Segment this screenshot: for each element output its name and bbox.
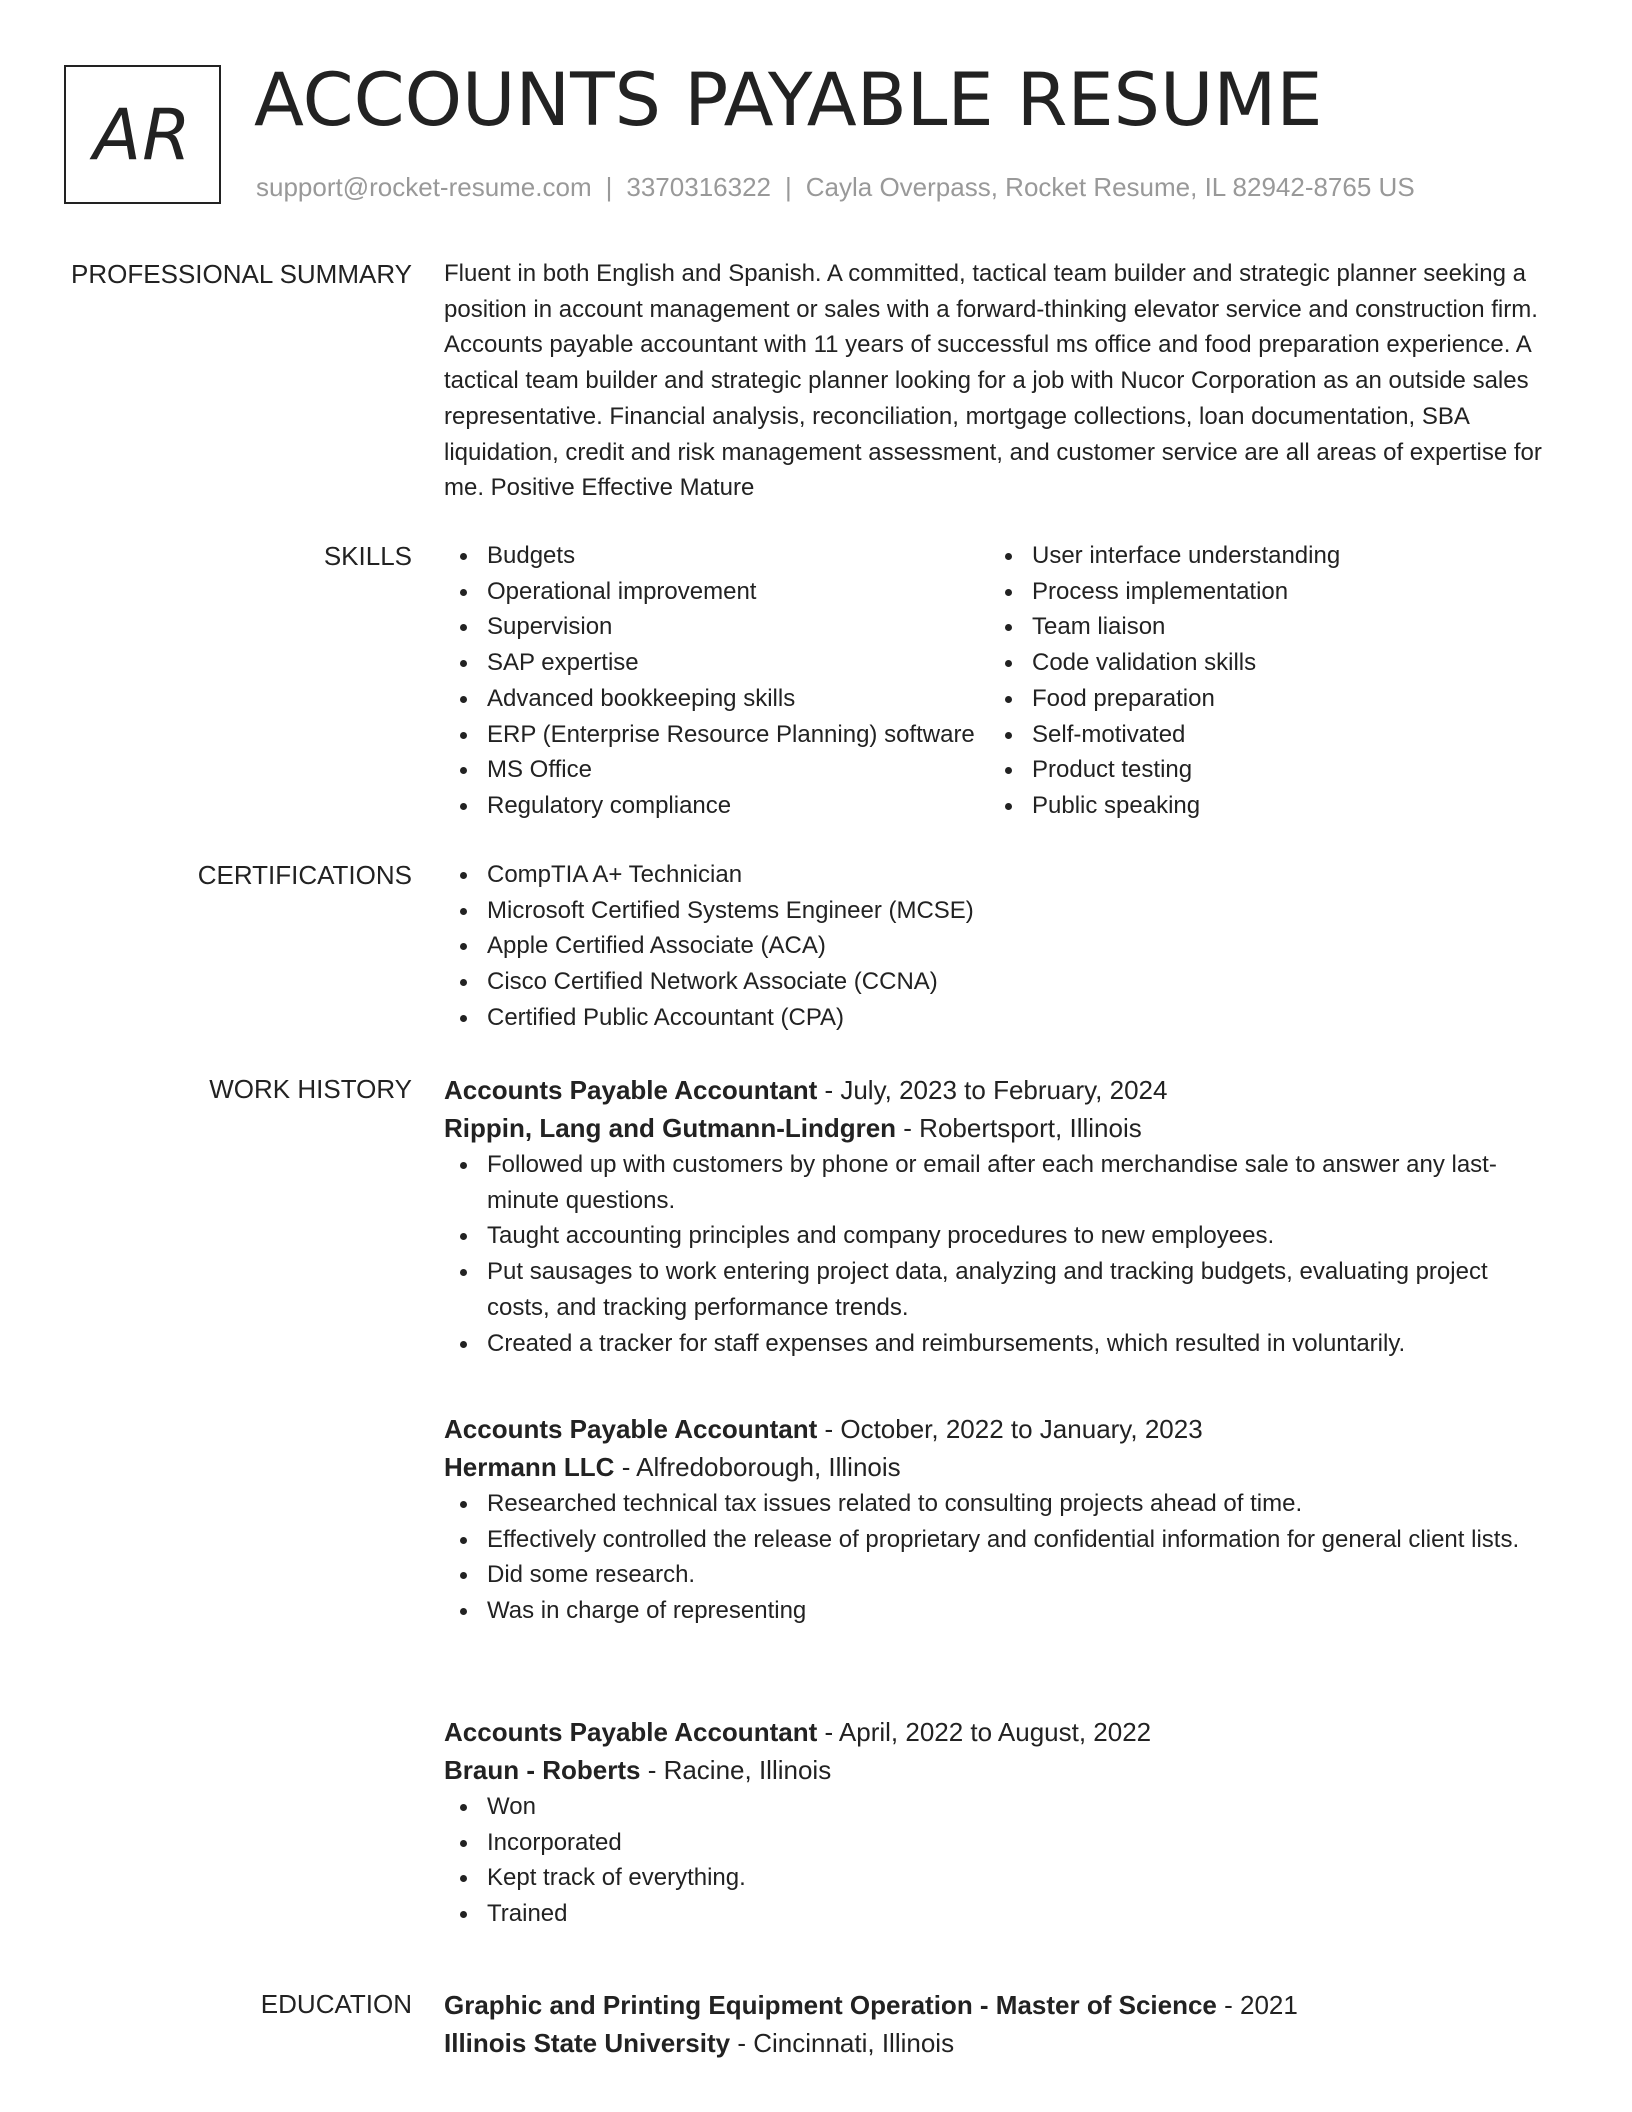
skill-item: SAP expertise [444, 645, 989, 681]
job-entry [444, 1071, 1544, 1361]
job-title-line [444, 1713, 1544, 1751]
work-history-label: WORK HISTORY [209, 1074, 412, 1104]
job-bullet: Effectively controlled the release of proprietary and confidential information for general client lists. [444, 1522, 1544, 1558]
skills-list-left [444, 538, 989, 824]
skills-label: SKILLS [323, 541, 412, 571]
job-entry [444, 1713, 1544, 1932]
job-bullet: Trained [444, 1896, 1544, 1932]
job-title-line [444, 1071, 1544, 1109]
job-bullets [444, 1789, 1544, 1932]
skill-item: Self-motivated [989, 717, 1534, 753]
certification-item: Microsoft Certified Systems Engineer (MCSE) [444, 893, 1544, 929]
job-title: Accounts Payable Accountant [444, 1717, 818, 1747]
skill-item: Operational improvement [444, 574, 989, 610]
skill-item: Budgets [444, 538, 989, 574]
education-school: Illinois State University [444, 2028, 731, 2058]
certification-item: Certified Public Accountant (CPA) [444, 1000, 1544, 1036]
job-company: Braun - Roberts [444, 1755, 641, 1785]
job-bullet: Was in charge of representing [444, 1593, 1544, 1629]
skill-item: Regulatory compliance [444, 788, 989, 824]
monogram-box [64, 65, 221, 204]
education-degree: Graphic and Printing Equipment Operation - Master of Science [444, 1990, 1217, 2020]
job-bullet: Followed up with customers by phone or email after each merchandise sale to answer any last-minute questions. [444, 1147, 1544, 1218]
summary-label: PROFESSIONAL SUMMARY [71, 259, 412, 289]
summary-text: Fluent in both English and Spanish. A committed, tactical team builder and strategic planner seeking a position in account management or sales with a forward-thinking elevator service and construction firm. Accounts payable accountant with 11 years of successful ms office and food preparation experience. A tactical team builder and strategic planner looking for a job with Nucor Corporation as an outside sales representative. Financial analysis, reconciliation, mortgage collections, loan documentation, SBA liquidation, credit and risk management assessment, and customer service are all areas of expertise for me. Positive Effective Mature [444, 260, 1542, 502]
resume-title: ACCOUNTS PAYABLE RESUME [254, 58, 1323, 143]
education-school-line [444, 2024, 1544, 2062]
job-company: Rippin, Lang and Gutmann-Lindgren [444, 1113, 897, 1143]
job-dates: - July, 2023 to February, 2024 [817, 1075, 1168, 1105]
job-dates: - October, 2022 to January, 2023 [817, 1414, 1203, 1444]
skill-item: Advanced bookkeeping skills [444, 681, 989, 717]
job-bullet: Incorporated [444, 1825, 1544, 1861]
skill-item: Product testing [989, 752, 1534, 788]
skill-item: Public speaking [989, 788, 1534, 824]
job-location: - Alfredoborough, Illinois [614, 1452, 901, 1482]
skills-columns [444, 538, 1544, 824]
skill-item: Food preparation [989, 681, 1534, 717]
certification-item: Apple Certified Associate (ACA) [444, 928, 1544, 964]
education-degree-line [444, 1986, 1544, 2024]
job-entry [444, 1410, 1544, 1629]
job-title: Accounts Payable Accountant [444, 1414, 818, 1444]
contact-phone[interactable]: 3370316322 [626, 172, 771, 202]
skill-item: Supervision [444, 609, 989, 645]
contact-line [256, 172, 1415, 203]
skill-item: MS Office [444, 752, 989, 788]
job-bullet: Did some research. [444, 1557, 1544, 1593]
job-company-line [444, 1751, 1544, 1789]
skill-item: User interface understanding [989, 538, 1534, 574]
contact-separator: | [785, 172, 792, 202]
job-bullet: Won [444, 1789, 1544, 1825]
job-bullet: Researched technical tax issues related to consulting projects ahead of time. [444, 1486, 1544, 1522]
skill-item: Team liaison [989, 609, 1534, 645]
job-bullet: Taught accounting principles and company procedures to new employees. [444, 1218, 1544, 1254]
job-bullet: Created a tracker for staff expenses and reimbursements, which resulted in voluntarily. [444, 1326, 1544, 1362]
certifications-list [444, 857, 1544, 1036]
certification-item: Cisco Certified Network Associate (CCNA) [444, 964, 1544, 1000]
contact-address: Cayla Overpass, Rocket Resume, IL 82942-8765 US [805, 172, 1415, 202]
job-location: - Racine, Illinois [640, 1755, 832, 1785]
job-company-line [444, 1109, 1544, 1147]
certifications-label: CERTIFICATIONS [197, 860, 412, 890]
education-location: - Cincinnati, Illinois [730, 2028, 955, 2058]
certifications-body [444, 857, 1544, 1036]
skill-item: Code validation skills [989, 645, 1534, 681]
contact-separator: | [605, 172, 613, 202]
certification-item: CompTIA A+ Technician [444, 857, 1544, 893]
job-title-line [444, 1410, 1544, 1448]
job-company-line [444, 1448, 1544, 1486]
skill-item: Process implementation [989, 574, 1534, 610]
contact-email[interactable]: support@rocket-resume.com [256, 172, 592, 202]
skill-item: ERP (Enterprise Resource Planning) software [444, 717, 989, 753]
job-company: Hermann LLC [444, 1452, 615, 1482]
education-entry [444, 1986, 1544, 2062]
job-bullet: Kept track of everything. [444, 1860, 1544, 1896]
job-bullet: Put sausages to work entering project data, analyzing and tracking budgets, evaluating project costs, and tracking performance trends. [444, 1254, 1544, 1325]
job-dates: - April, 2022 to August, 2022 [817, 1717, 1152, 1747]
job-location: - Robertsport, Illinois [896, 1113, 1142, 1143]
education-label: EDUCATION [260, 1989, 412, 2019]
job-bullets [444, 1486, 1544, 1629]
education-year: - 2021 [1216, 1990, 1298, 2020]
job-title: Accounts Payable Accountant [444, 1075, 818, 1105]
monogram-initials: AR [93, 93, 192, 176]
job-bullets [444, 1147, 1544, 1361]
skills-list-right [989, 538, 1534, 824]
